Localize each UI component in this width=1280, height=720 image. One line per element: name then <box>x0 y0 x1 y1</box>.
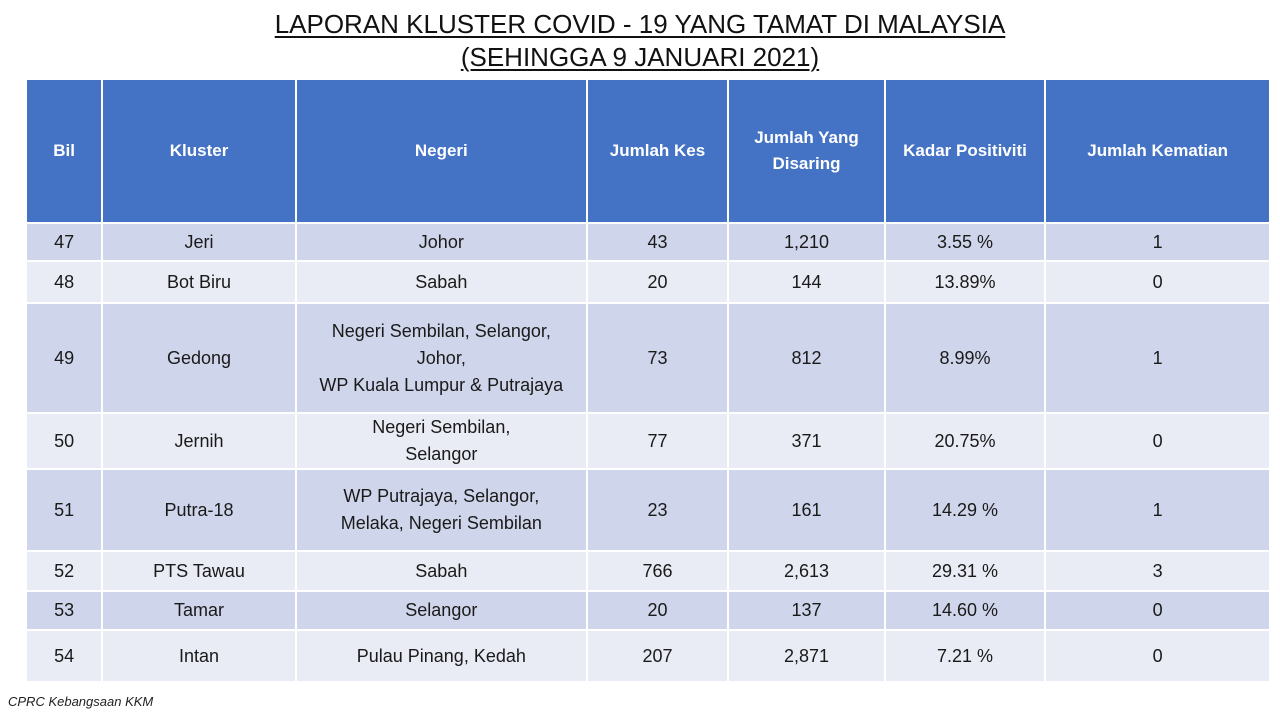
header-kluster: Kluster <box>103 80 295 222</box>
header-jumlah-kes: Jumlah Kes <box>588 80 727 222</box>
header-negeri: Negeri <box>297 80 586 222</box>
cell-kluster: Tamar <box>103 592 295 629</box>
title-line-2: (SEHINGGA 9 JANUARI 2021) <box>460 42 820 72</box>
table-header-row <box>27 80 1269 222</box>
cell-jumlah-disaring: 137 <box>729 592 884 629</box>
cell-jumlah-kematian: 0 <box>1046 592 1269 629</box>
cell-bil: 47 <box>27 224 101 260</box>
negeri-line: Selangor <box>405 600 478 620</box>
cell-kadar-positiviti: 29.31 % <box>886 552 1045 590</box>
cell-kadar-positiviti: 7.21 % <box>886 631 1045 681</box>
cell-jumlah-kes: 20 <box>588 592 727 629</box>
cell-kluster: Gedong <box>103 304 295 412</box>
cell-bil: 54 <box>27 631 101 681</box>
cell-jumlah-kematian: 1 <box>1046 470 1269 550</box>
table-row <box>27 414 1269 468</box>
cell-jumlah-kematian: 1 <box>1046 304 1269 412</box>
cell-bil: 51 <box>27 470 101 550</box>
source-footer: CPRC Kebangsaan KKM <box>8 694 154 709</box>
cell-kadar-positiviti: 20.75% <box>886 414 1045 468</box>
header-kadar-positiviti: Kadar Positiviti <box>886 80 1045 222</box>
cell-kadar-positiviti: 8.99% <box>886 304 1045 412</box>
cell-negeri <box>297 552 586 590</box>
cell-negeri <box>297 414 586 468</box>
cell-jumlah-kematian: 0 <box>1046 414 1269 468</box>
cell-kadar-positiviti: 14.29 % <box>886 470 1045 550</box>
cell-negeri <box>297 470 586 550</box>
cell-jumlah-disaring: 2,871 <box>729 631 884 681</box>
negeri-line: Sabah <box>415 271 468 292</box>
table-row <box>27 304 1269 412</box>
cell-negeri <box>297 224 586 260</box>
cell-negeri <box>297 262 586 302</box>
table-row <box>27 262 1269 302</box>
cell-kluster: Bot Biru <box>103 262 295 302</box>
negeri-line: Pulau Pinang, Kedah <box>356 645 526 666</box>
cell-jumlah-kes: 77 <box>588 414 727 468</box>
cell-kluster: Jernih <box>103 414 295 468</box>
negeri-line: Sabah <box>415 560 468 581</box>
cell-negeri <box>297 592 586 629</box>
cell-negeri <box>297 631 586 681</box>
header-jumlah-disaring: Jumlah Yang Disaring <box>729 80 884 222</box>
report-title <box>0 8 1280 74</box>
cell-jumlah-kematian: 3 <box>1046 552 1269 590</box>
cell-kluster: Jeri <box>103 224 295 260</box>
title-line-1: LAPORAN KLUSTER COVID - 19 YANG TAMAT DI MALAYSIA <box>274 9 1006 39</box>
cell-bil: 53 <box>27 592 101 629</box>
cell-bil: 52 <box>27 552 101 590</box>
cell-jumlah-kes: 73 <box>588 304 727 412</box>
cell-kluster: PTS Tawau <box>103 552 295 590</box>
cell-jumlah-kes: 20 <box>588 262 727 302</box>
table-row <box>27 224 1269 260</box>
cell-jumlah-kes: 43 <box>588 224 727 260</box>
table-row <box>27 552 1269 590</box>
cell-jumlah-kematian: 0 <box>1046 262 1269 302</box>
cell-kadar-positiviti: 3.55 % <box>886 224 1045 260</box>
table-row <box>27 470 1269 550</box>
cell-kluster: Intan <box>103 631 295 681</box>
negeri-line: WP Putrajaya, Selangor, <box>343 486 540 506</box>
cell-jumlah-disaring: 144 <box>729 262 884 302</box>
cell-jumlah-kes: 766 <box>588 552 727 590</box>
table-body <box>27 224 1269 681</box>
table-row <box>27 631 1269 681</box>
table-row <box>27 592 1269 629</box>
cell-jumlah-disaring: 371 <box>729 414 884 468</box>
header-jumlah-kematian: Jumlah Kematian <box>1046 80 1269 222</box>
cell-jumlah-kes: 23 <box>588 470 727 550</box>
negeri-line: Melaka, Negeri Sembilan <box>340 513 542 533</box>
cell-jumlah-kematian: 0 <box>1046 631 1269 681</box>
cell-kadar-positiviti: 14.60 % <box>886 592 1045 629</box>
cell-bil: 50 <box>27 414 101 468</box>
cell-jumlah-disaring: 2,613 <box>729 552 884 590</box>
negeri-line: Johor, <box>416 347 466 368</box>
negeri-line: WP Kuala Lumpur & Putrajaya <box>319 374 564 395</box>
cell-kadar-positiviti: 13.89% <box>886 262 1045 302</box>
header-bil: Bil <box>27 80 101 222</box>
cell-bil: 48 <box>27 262 101 302</box>
cell-jumlah-disaring: 812 <box>729 304 884 412</box>
negeri-line: Negeri Sembilan, <box>372 417 511 437</box>
cell-negeri <box>297 304 586 412</box>
negeri-line: Johor <box>418 231 464 252</box>
cell-jumlah-disaring: 1,210 <box>729 224 884 260</box>
negeri-line: Negeri Sembilan, Selangor, <box>331 320 551 341</box>
cell-kluster: Putra-18 <box>103 470 295 550</box>
cluster-table <box>25 78 1271 683</box>
cell-jumlah-kes: 207 <box>588 631 727 681</box>
cell-bil: 49 <box>27 304 101 412</box>
negeri-line: Selangor <box>405 444 478 464</box>
cell-jumlah-kematian: 1 <box>1046 224 1269 260</box>
cell-jumlah-disaring: 161 <box>729 470 884 550</box>
